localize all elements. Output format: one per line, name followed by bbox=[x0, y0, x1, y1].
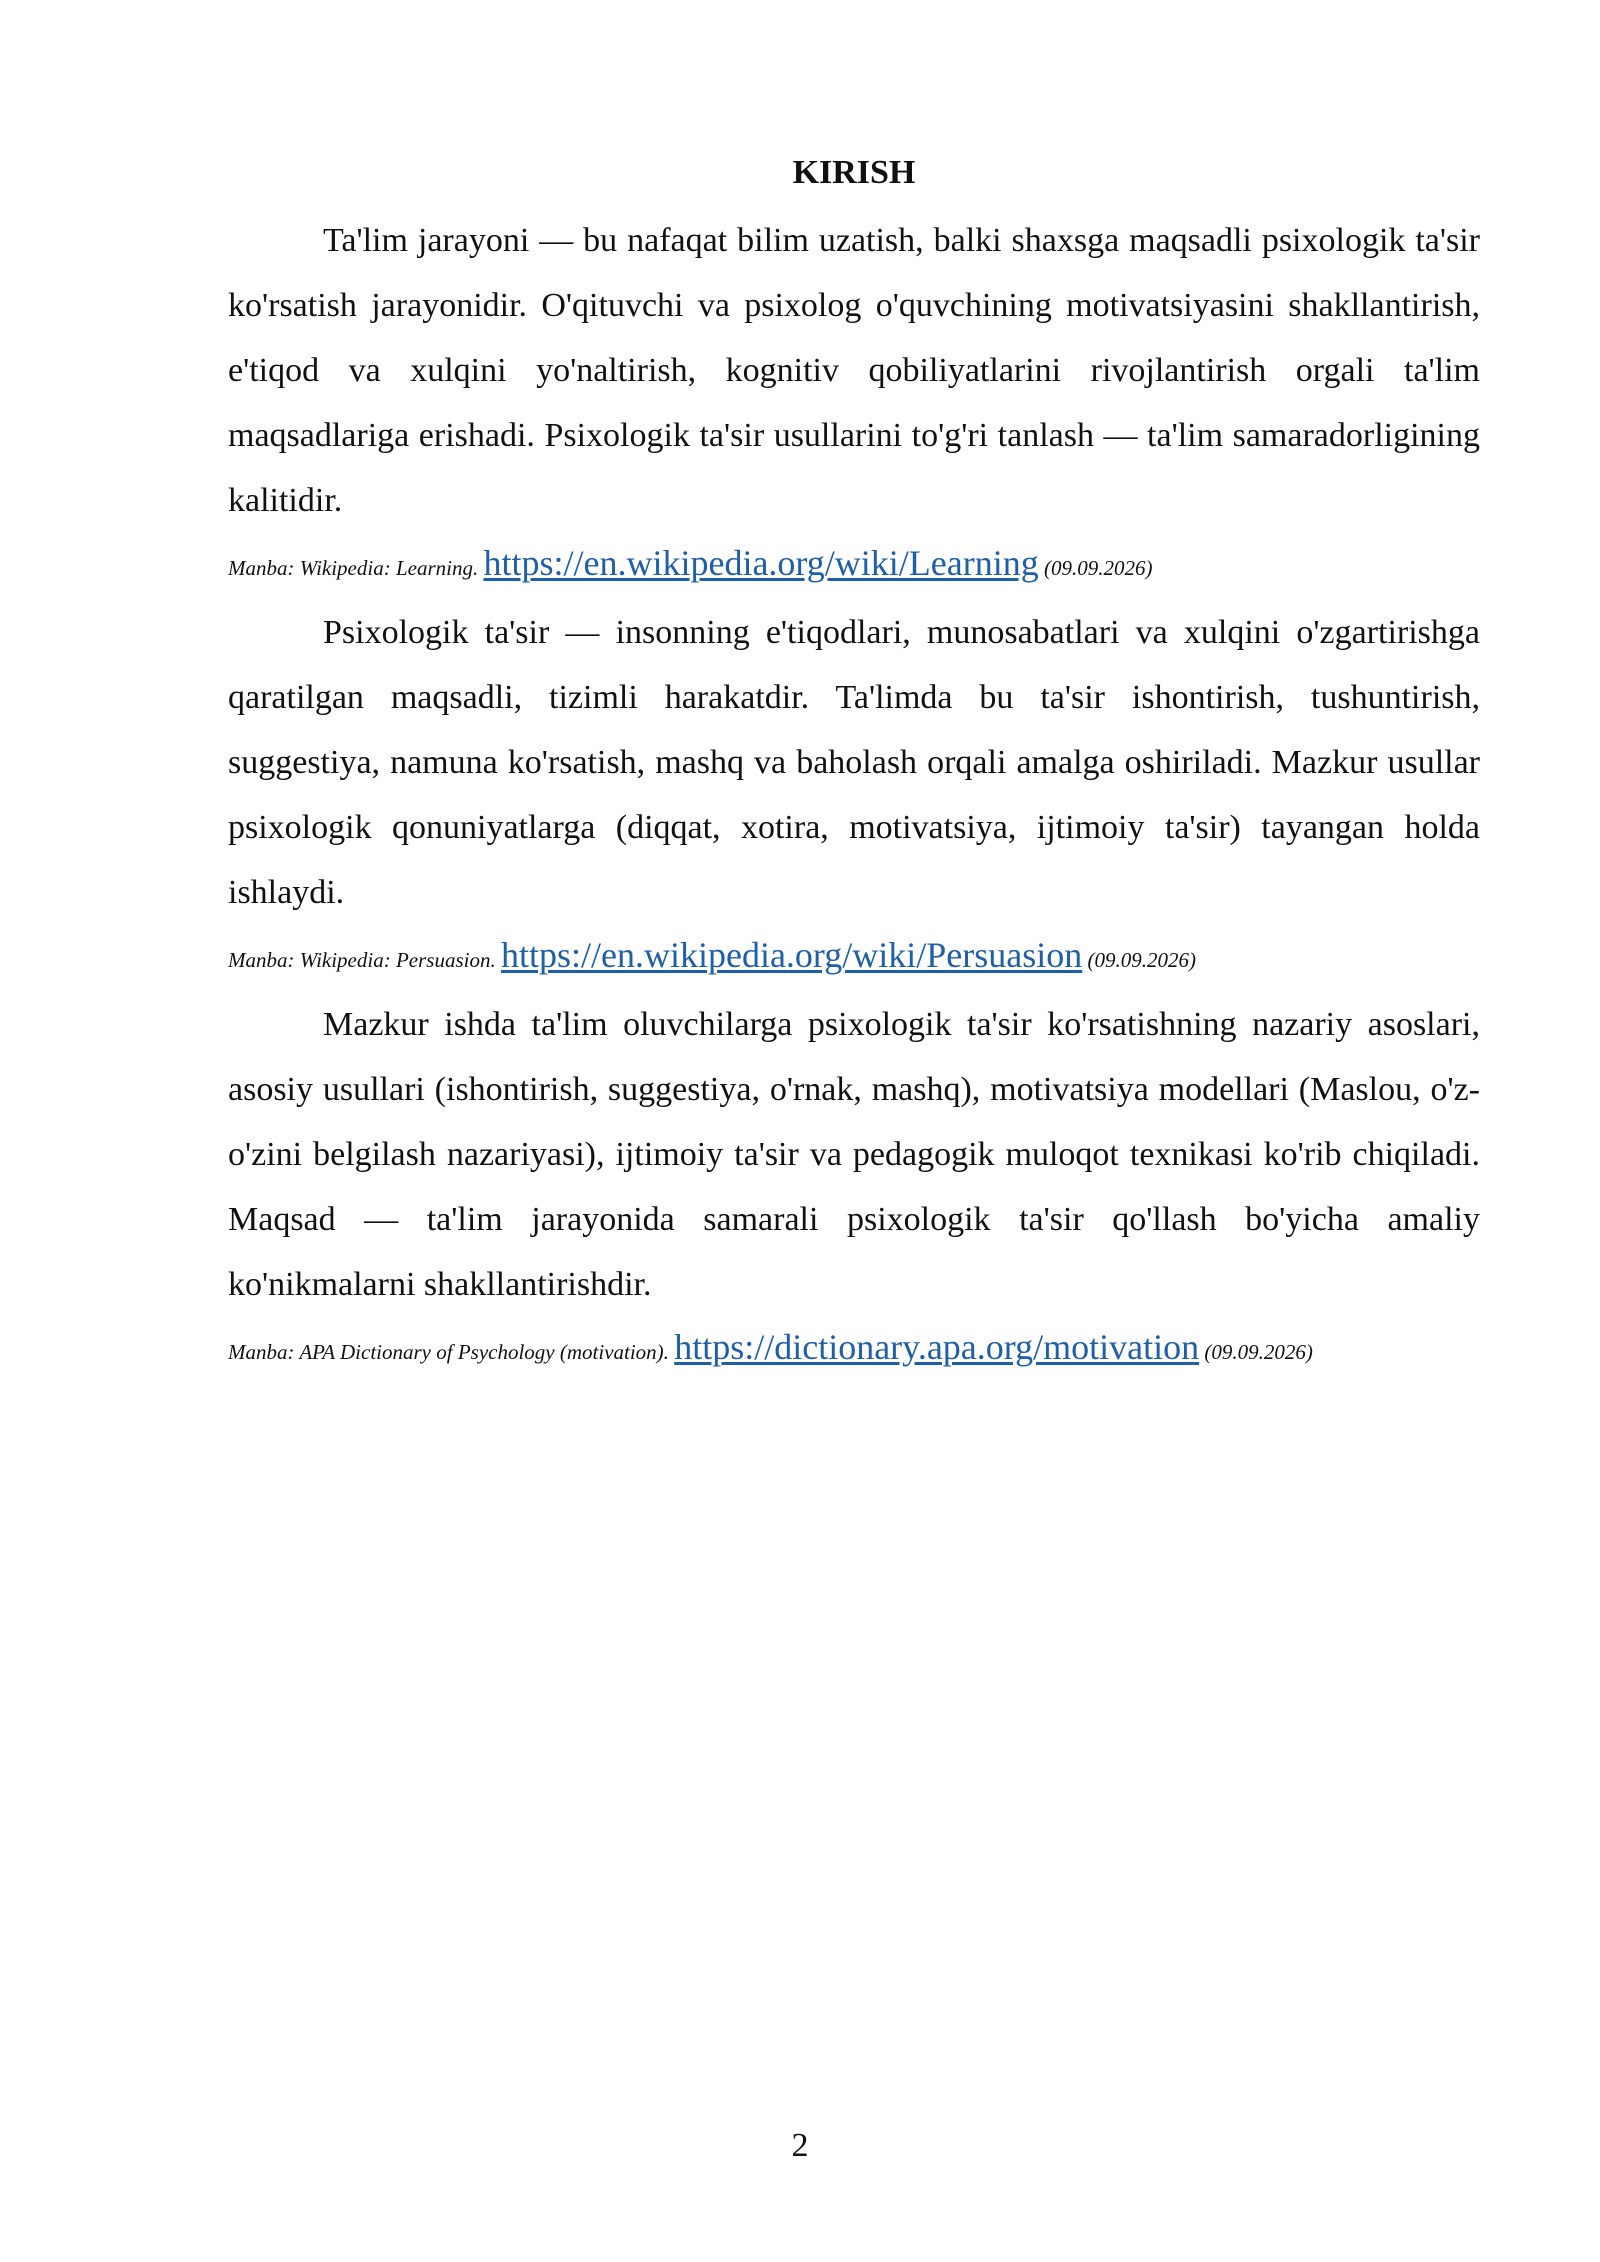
source-citation-1 bbox=[228, 543, 1480, 588]
body-paragraph-1: Ta'lim jarayoni — bu nafaqat bilim uzatish, balki shaxsga maqsadli psixologik ta'sir ko'rsatish jarayonidir. O'qituvchi va psixolog o'quvchining motivatsiyasini shakllantirish, e'tiqod va xulqini yo'naltirish, kognitiv qobiliyatlarini rivojlantirish orgali ta'lim maqsadlariga erishadi. Psixologik ta'sir usullarini to'g'ri tanlash — ta'lim samaradorligining kalitidir. bbox=[228, 222, 1480, 519]
source-date: (09.09.2026) bbox=[1204, 1340, 1313, 1364]
page-heading: KIRISH bbox=[792, 154, 916, 191]
source-date: (09.09.2026) bbox=[1043, 556, 1153, 580]
source-label: Manba: Wikipedia: Learning. bbox=[228, 556, 479, 580]
source-label: Manba: Wikipedia: Persuasion. bbox=[228, 948, 496, 972]
source-label: Manba: APA Dictionary of Psychology (motivation). bbox=[228, 1340, 669, 1364]
source-citation-2 bbox=[228, 935, 1480, 980]
page-number: 2 bbox=[791, 2127, 809, 2164]
body-paragraph-3: Mazkur ishda ta'lim oluvchilarga psixologik ta'sir ko'rsatishning nazariy asoslari, asosiy usullari (ishontirish, suggestiya, o'rnak, mashq), motivatsiya modellari (Maslou, o'z-o'zini belgilash nazariyasi), ijtimoiy ta'sir va pedagogik muloqot texnikasi ko'rib chiqiladi. Maqsad — ta'lim jarayonida samarali psixologik ta'sir qo'llash bo'yicha amaliy ko'nikmalarni shakllantirishdir. bbox=[228, 1006, 1480, 1303]
source-date: (09.09.2026) bbox=[1087, 948, 1197, 972]
source-link[interactable]: https://dictionary.apa.org/motivation bbox=[674, 1327, 1200, 1367]
source-link[interactable]: https://en.wikipedia.org/wiki/Learning bbox=[483, 543, 1039, 583]
body-paragraph-2: Psixologik ta'sir — insonning e'tiqodlari, munosabatlari va xulqini o'zgartirishga qaratilgan maqsadli, tizimli harakatdir. Ta'limda bu ta'sir ishontirish, tushuntirish, suggestiya, namuna ko'rsatish, mashq va baholash orqali amalga oshiriladi. Mazkur usullar psixologik qonuniyatlarga (diqqat, xotira, motivatsiya, ijtimoiy ta'sir) tayangan holda ishlaydi. bbox=[228, 614, 1480, 911]
source-link[interactable]: https://en.wikipedia.org/wiki/Persuasion bbox=[500, 935, 1083, 975]
page-content bbox=[228, 146, 1480, 1384]
source-citation-3 bbox=[228, 1327, 1480, 1372]
